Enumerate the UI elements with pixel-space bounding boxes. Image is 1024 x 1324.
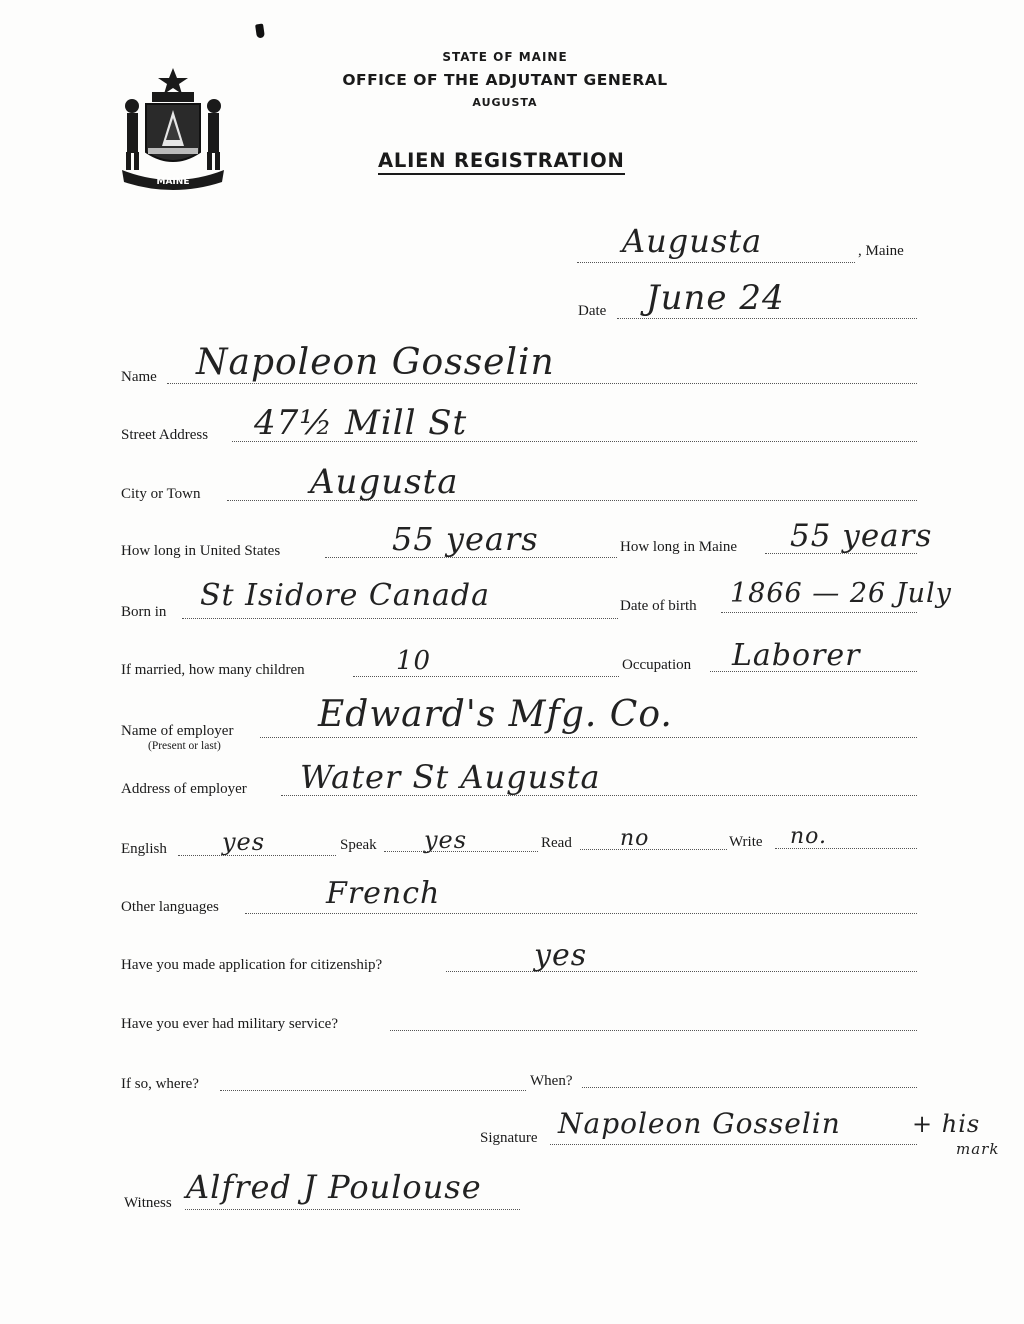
other-languages-line	[245, 913, 917, 914]
place-value: Augusta	[622, 222, 763, 260]
citizenship-label: Have you made application for citizenship?	[121, 957, 383, 973]
street-address-value: 47½ Mill St	[254, 403, 468, 443]
when-label: When?	[530, 1073, 573, 1089]
form-header	[300, 48, 710, 109]
read-label: Read	[541, 835, 572, 851]
children-label: If married, how many children	[121, 662, 305, 678]
how-long-us-label: How long in United States	[121, 543, 281, 559]
other-languages-label: Other languages	[121, 899, 219, 915]
name-value: Napoleon Gosselin	[196, 342, 555, 383]
how-long-us-value: 55 years	[392, 520, 539, 558]
employer-line	[260, 737, 917, 738]
read-value: no	[620, 826, 650, 851]
other-languages-value: French	[326, 876, 441, 911]
witness-value: Alfred J Poulouse	[186, 1168, 482, 1206]
when-line	[582, 1087, 917, 1088]
signature-label: Signature	[480, 1130, 538, 1146]
military-line	[390, 1030, 917, 1031]
born-in-label: Born in	[121, 604, 167, 620]
read-line	[580, 849, 727, 850]
name-line	[167, 383, 917, 384]
maine-label: , Maine	[858, 243, 904, 259]
street-address-label: Street Address	[121, 427, 209, 443]
city-label: City or Town	[121, 486, 201, 502]
how-long-maine-value: 55 years	[790, 518, 933, 554]
ink-mark	[255, 24, 265, 39]
employer-label: Name of employer	[121, 723, 234, 739]
signature-mark-word: mark	[956, 1140, 1000, 1158]
employer-address-label: Address of employer	[121, 781, 247, 797]
maine-state-seal-icon	[118, 66, 228, 190]
english-value: yes	[222, 828, 266, 856]
state-heading: STATE OF MAINE	[442, 50, 568, 64]
where-label: If so, where?	[121, 1076, 199, 1092]
speak-label: Speak	[340, 837, 377, 853]
seal-banner: MAINE	[156, 177, 190, 187]
form-title: ALIEN REGISTRATION	[378, 149, 625, 175]
employer-address-value: Water St Augusta	[300, 758, 601, 796]
citizenship-value: yes	[534, 938, 588, 973]
place-line	[577, 262, 855, 263]
city-heading: AUGUSTA	[472, 96, 538, 109]
date-of-birth-line	[721, 612, 917, 613]
date-label: Date	[578, 303, 607, 319]
children-value: 10	[396, 646, 432, 676]
city-value: Augusta	[310, 462, 459, 502]
children-line	[353, 676, 619, 677]
date-value: June 24	[646, 278, 785, 318]
speak-value: yes	[424, 826, 468, 854]
occupation-value: Laborer	[732, 638, 861, 673]
date-of-birth-value: 1866 — 26 July	[730, 578, 952, 609]
date-of-birth-label: Date of birth	[620, 598, 697, 614]
write-value: no.	[790, 824, 828, 849]
citizenship-line	[446, 971, 917, 972]
military-label: Have you ever had military service?	[121, 1016, 338, 1032]
write-label: Write	[729, 834, 763, 850]
office-heading: OFFICE OF THE ADJUTANT GENERAL	[342, 71, 668, 89]
signature-mark: + his	[912, 1110, 981, 1138]
name-label: Name	[121, 369, 157, 385]
occupation-label: Occupation	[622, 657, 692, 673]
born-in-line	[182, 618, 618, 619]
witness-line	[185, 1209, 520, 1210]
employer-value: Edward's Mfg. Co.	[318, 694, 673, 735]
how-long-maine-label: How long in Maine	[620, 539, 738, 555]
date-line	[617, 318, 917, 319]
signature-line	[550, 1144, 917, 1145]
employer-note: (Present or last)	[148, 740, 221, 752]
where-line	[220, 1090, 526, 1091]
signature-value: Napoleon Gosselin	[558, 1107, 841, 1140]
witness-label: Witness	[124, 1195, 172, 1211]
born-in-value: St Isidore Canada	[200, 578, 491, 613]
english-label: English	[121, 841, 167, 857]
